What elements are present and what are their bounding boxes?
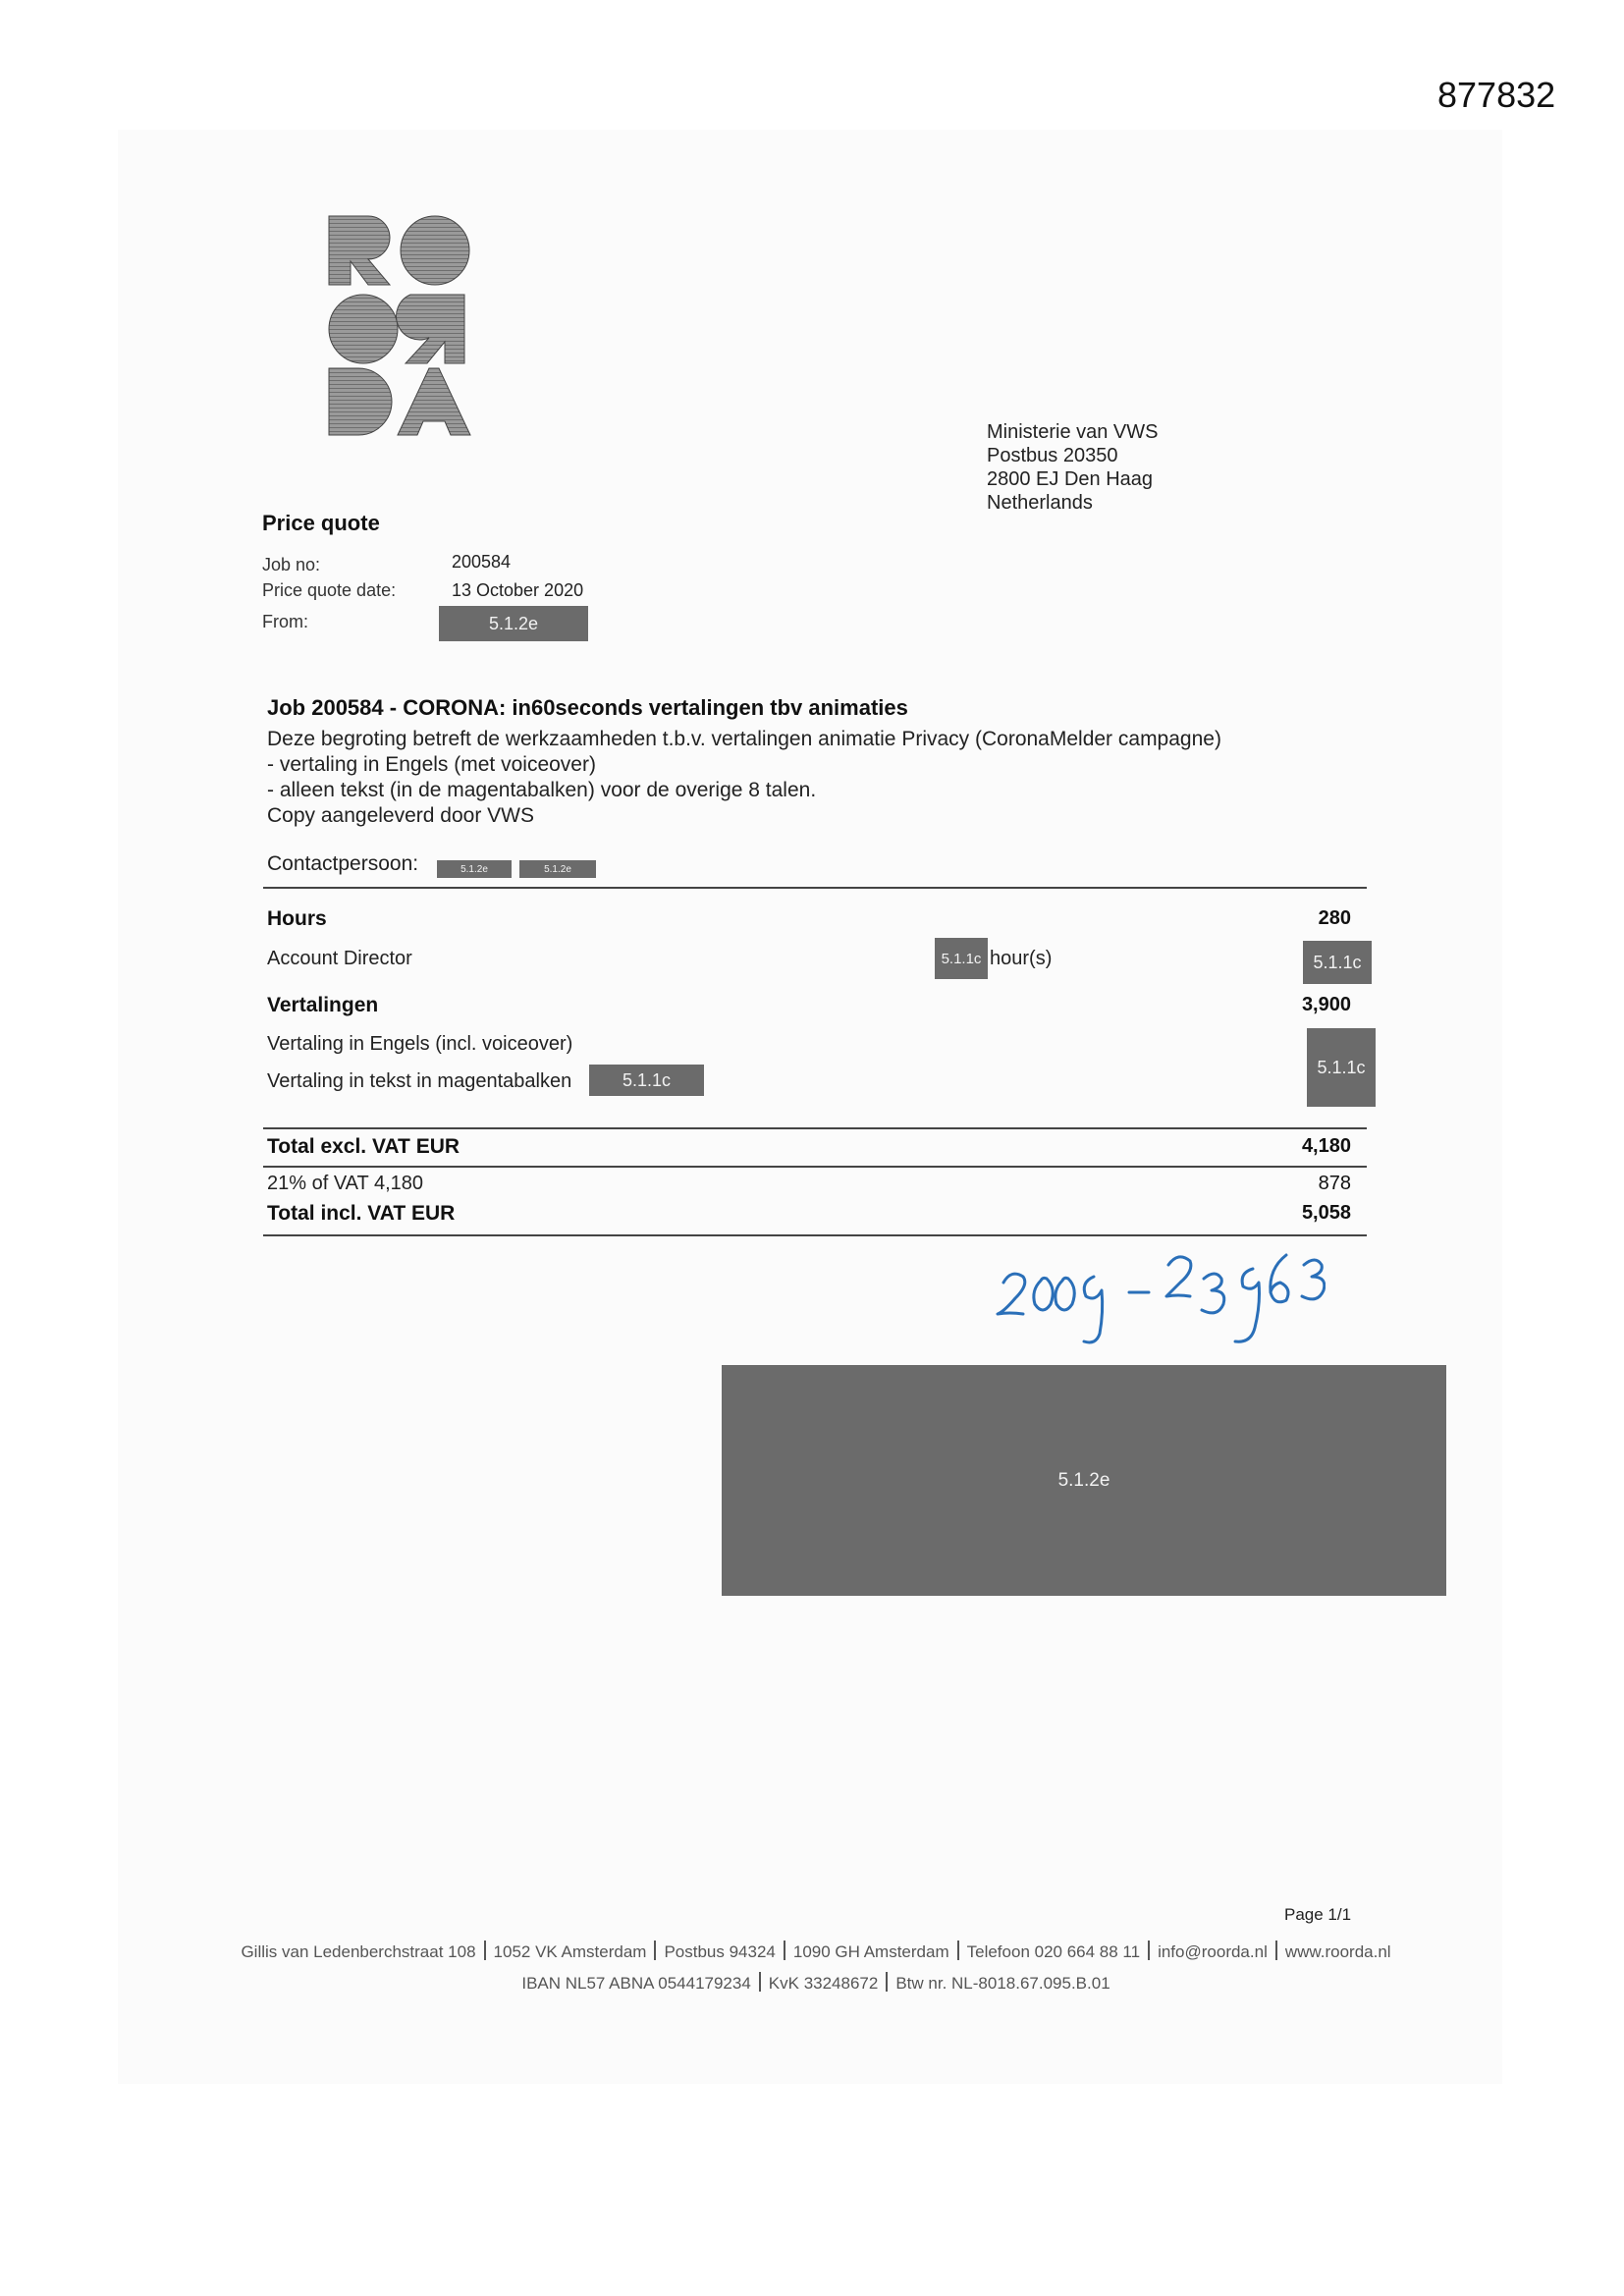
address-line: Ministerie van VWS bbox=[987, 421, 1159, 443]
hours-unit: hour(s) bbox=[990, 948, 1053, 969]
footer-email[interactable]: info@roorda.nl bbox=[1158, 1942, 1268, 1961]
description-line: Deze begroting betreft de werkzaamheden t.b.v. vertalingen animatie Privacy (CoronaMelder campagne) bbox=[267, 728, 1221, 750]
job-description bbox=[267, 727, 1221, 829]
quote-date-value: 13 October 2020 bbox=[452, 580, 584, 600]
vertalingen-heading: Vertalingen bbox=[267, 994, 379, 1016]
description-line: - vertaling in Engels (met voiceover) bbox=[267, 753, 596, 776]
vertalingen-total: 3,900 bbox=[1301, 994, 1351, 1015]
footer-item: Telefoon 020 664 88 11 bbox=[966, 1942, 1141, 1961]
footer-item: 1090 GH Amsterdam bbox=[792, 1942, 949, 1961]
footer-separator bbox=[1148, 1941, 1150, 1960]
job-no-value: 200584 bbox=[452, 552, 512, 572]
divider bbox=[263, 887, 1367, 889]
job-title: Job 200584 - CORONA: in60seconds vertalingen tbv animaties bbox=[267, 695, 908, 720]
total-excl-label: Total excl. VAT EUR bbox=[267, 1135, 460, 1158]
vertaling-tekst-label: Vertaling in tekst in magentabalken bbox=[267, 1070, 572, 1092]
footer-separator bbox=[957, 1941, 959, 1960]
vertaling-engels-label: Vertaling in Engels (incl. voiceover) bbox=[267, 1033, 573, 1055]
description-line: - alleen tekst (in de magentabalken) voor de overige 8 talen. bbox=[267, 779, 817, 801]
price-quote-title: Price quote bbox=[262, 511, 380, 535]
total-excl-value: 4,180 bbox=[1301, 1135, 1351, 1157]
vertalingen-amount-redaction: 5.1.1c bbox=[1307, 1028, 1376, 1107]
hours-heading: Hours bbox=[267, 907, 327, 930]
footer-item: IBAN NL57 ABNA 0544179234 bbox=[521, 1974, 751, 1993]
hours-total: 280 bbox=[1318, 907, 1351, 929]
footer-website[interactable]: www.roorda.nl bbox=[1284, 1942, 1391, 1961]
footer-separator bbox=[484, 1941, 486, 1960]
vat-value: 878 bbox=[1318, 1173, 1351, 1194]
vertaling-tekst-redaction: 5.1.1c bbox=[589, 1065, 704, 1096]
signature-redaction: 5.1.2e bbox=[722, 1365, 1446, 1596]
from-redaction: 5.1.2e bbox=[439, 606, 588, 641]
footer-separator bbox=[1275, 1941, 1277, 1960]
address-line: Netherlands bbox=[987, 492, 1093, 514]
footer-address-line bbox=[204, 1941, 1428, 1962]
footer-item: Postbus 94324 bbox=[664, 1942, 776, 1961]
footer-separator bbox=[759, 1972, 761, 1992]
contact-label: Contactpersoon: bbox=[267, 852, 419, 875]
recipient-address bbox=[987, 420, 1159, 515]
job-no-label: Job no: bbox=[262, 555, 321, 574]
footer-bank-line bbox=[204, 1972, 1428, 1994]
total-incl-label: Total incl. VAT EUR bbox=[267, 1202, 456, 1225]
quote-date-label: Price quote date: bbox=[262, 580, 397, 600]
document-number: 877832 bbox=[1437, 75, 1556, 115]
footer-item: Btw nr. NL-8018.67.095.B.01 bbox=[895, 1974, 1110, 1993]
description-line: Copy aangeleverd door VWS bbox=[267, 804, 534, 827]
account-director-amount-redaction: 5.1.1c bbox=[1303, 941, 1372, 984]
footer-separator bbox=[654, 1941, 656, 1960]
footer-item: KvK 33248672 bbox=[768, 1974, 879, 1993]
hours-redaction: 5.1.1c bbox=[935, 938, 988, 979]
handwritten-note bbox=[992, 1235, 1326, 1363]
page-number: Page 1/1 bbox=[1284, 1905, 1352, 1924]
total-incl-value: 5,058 bbox=[1301, 1202, 1351, 1224]
footer-item: Gillis van Ledenberchstraat 108 bbox=[241, 1942, 476, 1961]
footer-separator bbox=[784, 1941, 785, 1960]
vat-label: 21% of VAT 4,180 bbox=[267, 1173, 423, 1194]
address-line: 2800 EJ Den Haag bbox=[987, 468, 1154, 490]
divider bbox=[263, 1127, 1367, 1129]
roorda-logo-icon bbox=[324, 211, 476, 437]
address-line: Postbus 20350 bbox=[987, 445, 1118, 466]
divider bbox=[263, 1166, 1367, 1168]
contact-redaction: 5.1.2e bbox=[437, 860, 512, 878]
contact-redaction: 5.1.2e bbox=[519, 860, 596, 878]
from-label: From: bbox=[262, 612, 308, 631]
footer-separator bbox=[886, 1972, 888, 1992]
account-director-label: Account Director bbox=[267, 948, 412, 969]
footer-item: 1052 VK Amsterdam bbox=[493, 1942, 647, 1961]
